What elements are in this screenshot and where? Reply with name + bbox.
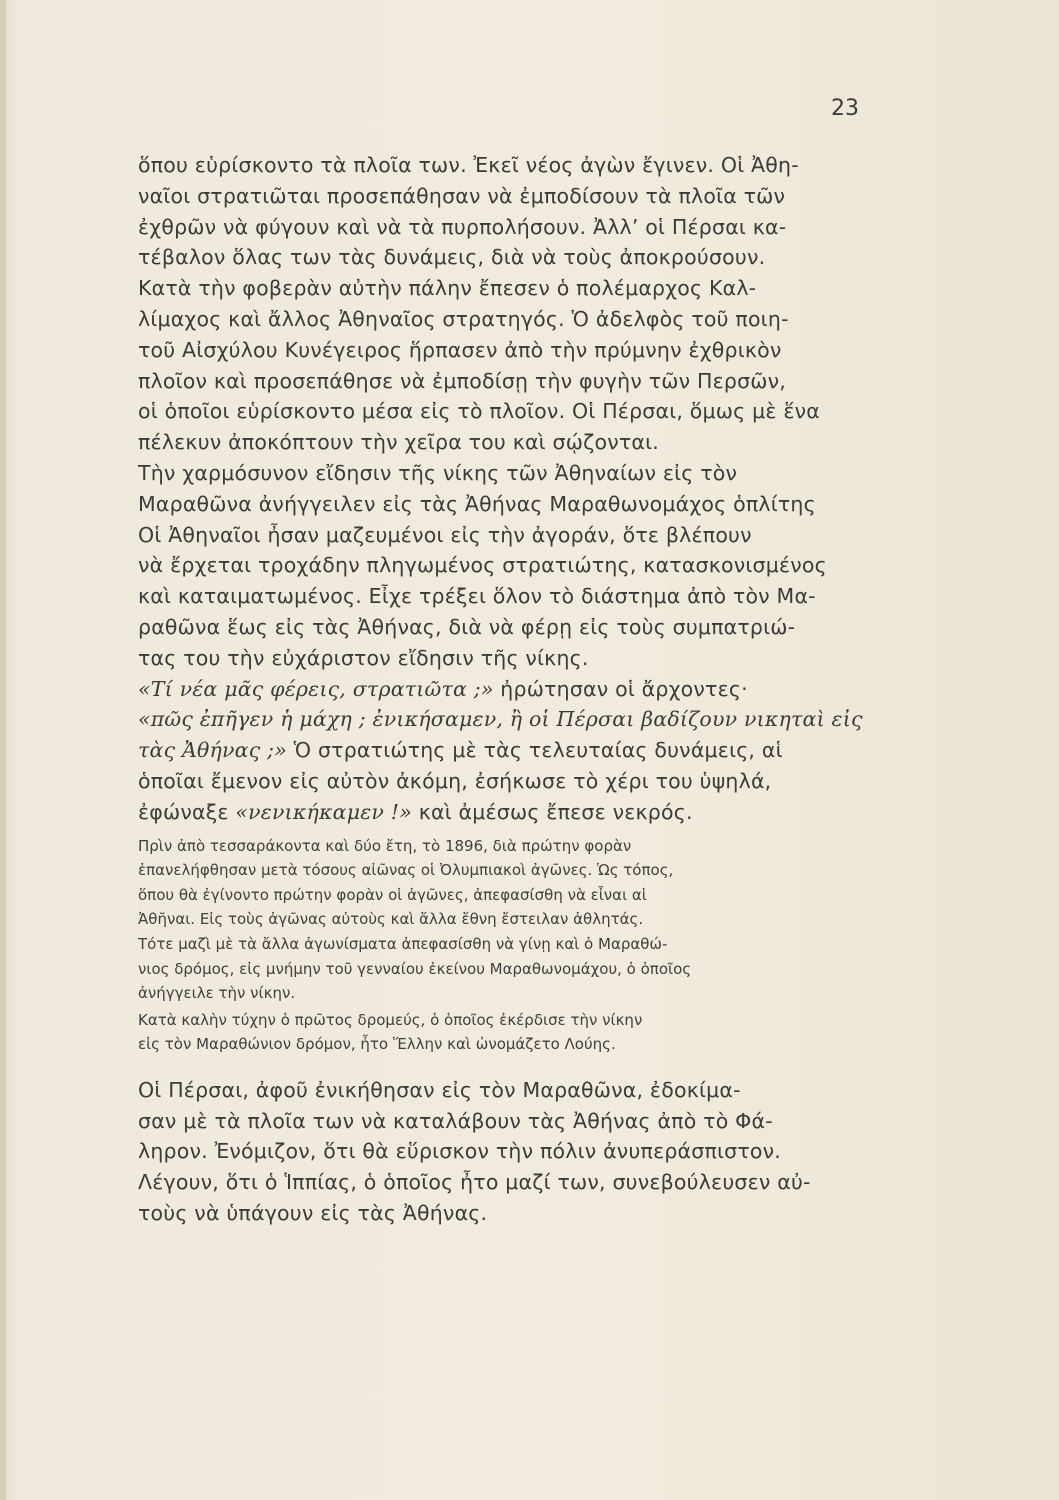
- text-line: τοῦ Αἰσχύλου Κυνέγειρος ἥρπασεν ἀπὸ τὴν πρύμνην ἐχθρικὸν: [138, 337, 782, 362]
- text-line: Οἱ Πέρσαι, ἀφοῦ ἐνικήθησαν εἰς τὸν Μαραθῶνα, ἐδοκίμα-: [138, 1077, 741, 1102]
- text-line: ἐχθρῶν νὰ φύγουν καὶ νὰ τὰ πυρπολήσουν. Ἀλλ’ οἱ Πέρσαι κα-: [138, 214, 787, 239]
- text-line: ραθῶνα ἕως εἰς τὰς Ἀθήνας, διὰ νὰ φέρῃ εἰς τοὺς συμπατριώ-: [138, 614, 796, 639]
- text-line: ληρον. Ἐνόμιζον, ὅτι θὰ εὕρισκον τὴν πόλιν ἀνυπεράσπιστον.: [138, 1139, 781, 1164]
- text-line: σαν μὲ τὰ πλοῖα των νὰ καταλάβουν τὰς Ἀθήνας ἀπὸ τὸ Φά-: [138, 1108, 773, 1133]
- note-line: Ἀθῆναι. Εἰς τοὺς ἀγῶνας αὐτοὺς καὶ ἄλλα ἔθνη ἔστειλαν ἀθλητάς.: [138, 910, 644, 929]
- text-fragment: καὶ ἀμέσως ἔπεσε νεκρός.: [411, 799, 693, 824]
- text-line: Τὴν χαρμόσυνον εἴδησιν τῆς νίκης τῶν Ἀθηναίων εἰς τὸν: [138, 460, 738, 485]
- page-edge-shadow: [0, 0, 6, 1500]
- note-line: ἐπανελήφθησαν μετὰ τόσους αἰῶνας οἱ Ὀλυμπιακοὶ ἀγῶνες. Ὡς τόπος,: [138, 861, 674, 880]
- text-line: Οἱ Ἀθηναῖοι ἦσαν μαζευμένοι εἰς τὴν ἀγοράν, ὅτε βλέπουν: [138, 522, 752, 547]
- text-line: [138, 704, 908, 735]
- dialogue-question: τὰς Ἀθήνας ;»: [138, 738, 287, 763]
- small-print-note-1: [138, 834, 908, 1006]
- text-fragment: Ὁ στρατιώτης μὲ τὰς τελευταίας δυνάμεις, αἱ: [286, 738, 783, 763]
- text-line: ναῖοι στρατιῶται προσεπάθησαν νὰ ἐμποδίσουν τὰ πλοῖα τῶν: [138, 183, 786, 208]
- page-number: 23: [831, 96, 859, 121]
- dialogue-question: «Τί νέα μᾶς φέρεις, στρατιῶτα ;»: [138, 676, 494, 701]
- text-line: πλοῖον καὶ προσεπάθησε νὰ ἐμποδίσῃ τὴν φυγὴν τῶν Περσῶν,: [138, 368, 787, 393]
- text-line: νὰ ἔρχεται τροχάδην πληγωμένος στρατιώτης, κατασκονισμένος: [138, 553, 827, 578]
- paragraph-3: [138, 458, 908, 520]
- text-line: ὁποῖαι ἔμενον εἰς αὐτὸν ἀκόμη, ἐσήκωσε τὸ χέρι του ὑψηλά,: [138, 768, 772, 793]
- text-fragment: ἠρώτησαν οἱ ἄρχοντες·: [493, 676, 748, 701]
- small-print-note-2: [138, 1008, 908, 1057]
- text-line: λίμαχος καὶ ἄλλος Ἀθηναῖος στρατηγός. Ὁ ἀδελφὸς τοῦ ποιη-: [138, 306, 789, 331]
- text-line: Μαραθῶνα ἀνήγγειλεν εἰς τὰς Ἀθήνας Μαραθωνομάχος ὁπλίτης: [138, 491, 816, 516]
- text-line: οἱ ὁποῖοι εὑρίσκοντο μέσα εἰς τὸ πλοῖον. Οἱ Πέρσαι, ὅμως μὲ ἕνα: [138, 399, 820, 424]
- text-line: [138, 674, 908, 705]
- paragraph-1: [138, 150, 908, 273]
- note-line: ὅπου θὰ ἐγίνοντο πρώτην φορὰν οἱ ἀγῶνες, ἀπεφασίσθη νὰ εἶναι αἱ: [138, 885, 647, 904]
- note-line: Κατὰ καλὴν τύχην ὁ πρῶτος δρομεύς, ὁ ὁποῖος ἐκέρδισε τὴν νίκην: [138, 1010, 643, 1029]
- body-text: [138, 150, 908, 1229]
- dialogue-paragraph: [138, 674, 908, 828]
- text-line: τας του τὴν εὐχάριστον εἴδησιν τῆς νίκης.: [138, 645, 589, 670]
- text-line: Λέγουν, ὅτι ὁ Ἱππίας, ὁ ὁποῖος ἦτο μαζί των, συνεβούλευσεν αὐ-: [138, 1170, 811, 1195]
- text-fragment: ἐφώναξε: [138, 799, 236, 824]
- paragraph-4: [138, 520, 908, 674]
- text-line: τέβαλον ὅλας των τὰς δυνάμεις, διὰ νὰ τοὺς ἀποκρούσουν.: [138, 245, 766, 270]
- note-line: εἰς τὸν Μαραθώνιον δρόμον, ἦτο Ἕλλην καὶ ὠνομάζετο Λούης.: [138, 1035, 616, 1054]
- note-line: Τότε μαζὶ μὲ τὰ ἄλλα ἀγωνίσματα ἀπεφασίσθη νὰ γίνῃ καὶ ὁ Μαραθώ-: [138, 934, 668, 953]
- text-line: τοὺς νὰ ὑπάγουν εἰς τὰς Ἀθήνας.: [138, 1201, 488, 1226]
- note-line: Πρὶν ἀπὸ τεσσαράκοντα καὶ δύο ἔτη, τὸ 1896, διὰ πρώτην φορὰν: [138, 836, 632, 855]
- text-line: καὶ καταιματωμένος. Εἶχε τρέξει ὅλον τὸ διάστημα ἀπὸ τὸν Μα-: [138, 584, 816, 609]
- note-line: ἀνήγγειλε τὴν νίκην.: [138, 984, 296, 1003]
- text-line: [138, 797, 908, 828]
- text-line: [138, 735, 908, 766]
- text-line: πέλεκυν ἀποκόπτουν τὴν χεῖρα του καὶ σῴζονται.: [138, 430, 659, 455]
- paragraph-2: [138, 273, 908, 458]
- dialogue-question: «πῶς ἐπῆγεν ἡ μάχη ; ἐνικήσαμεν, ἢ οἱ Πέρσαι βαδίζουν νικηταὶ εἰς: [138, 707, 863, 732]
- text-line: Κατὰ τὴν φοβερὰν αὐτὴν πάλην ἔπεσεν ὁ πολέμαρχος Καλ-: [138, 276, 757, 301]
- dialogue-exclamation: «νενικήκαμεν !»: [235, 799, 412, 824]
- paragraph-5: [138, 1075, 908, 1229]
- note-line: νιος δρόμος, εἰς μνήμην τοῦ γενναίου ἐκείνου Μαραθωνομάχου, ὁ ὁποῖος: [138, 959, 692, 978]
- text-line: ὅπου εὑρίσκοντο τὰ πλοῖα των. Ἐκεῖ νέος ἀγὼν ἔγινεν. Οἱ Ἀθη-: [138, 153, 799, 177]
